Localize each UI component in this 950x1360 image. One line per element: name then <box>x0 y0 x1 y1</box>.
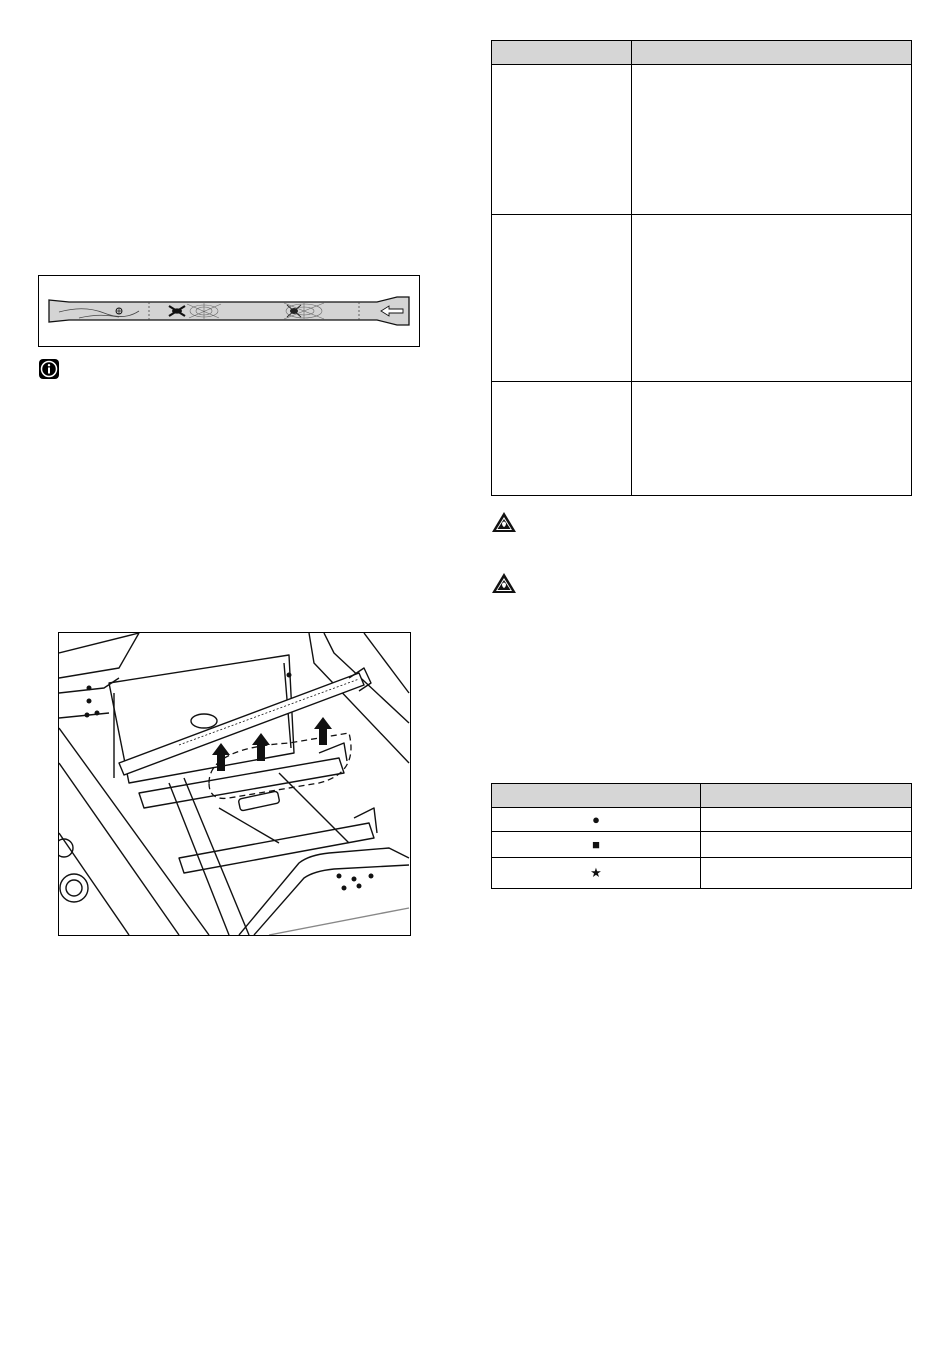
burner-tube-illustration <box>39 276 419 346</box>
troubleshooting-table <box>491 40 912 496</box>
table-cell <box>492 382 632 496</box>
table-cell <box>701 808 912 832</box>
table-row <box>492 858 912 889</box>
burner-tube-figure <box>38 275 420 347</box>
circle-icon: ● <box>492 808 701 832</box>
table-header-row <box>492 784 912 808</box>
table-row <box>492 832 912 858</box>
table-cell <box>701 858 912 889</box>
table-cell <box>632 382 912 496</box>
header-cell <box>492 784 701 808</box>
table-header-row <box>492 41 912 65</box>
burner-removal-illustration <box>59 633 410 935</box>
warning-triangle-icon <box>491 572 517 594</box>
header-cell <box>492 41 632 65</box>
table-cell <box>701 832 912 858</box>
table-cell <box>632 215 912 382</box>
info-icon <box>39 359 59 379</box>
warning-triangle-icon <box>491 511 517 533</box>
table-cell <box>492 65 632 215</box>
square-icon: ■ <box>492 832 701 858</box>
burner-removal-figure <box>58 632 411 936</box>
table-row <box>492 65 912 215</box>
table-row <box>492 808 912 832</box>
table-cell <box>492 215 632 382</box>
table-row <box>492 215 912 382</box>
header-cell <box>701 784 912 808</box>
symbol-legend-table <box>491 783 912 889</box>
header-cell <box>632 41 912 65</box>
star-icon: ★ <box>492 858 701 889</box>
table-cell <box>632 65 912 215</box>
table-row <box>492 382 912 496</box>
